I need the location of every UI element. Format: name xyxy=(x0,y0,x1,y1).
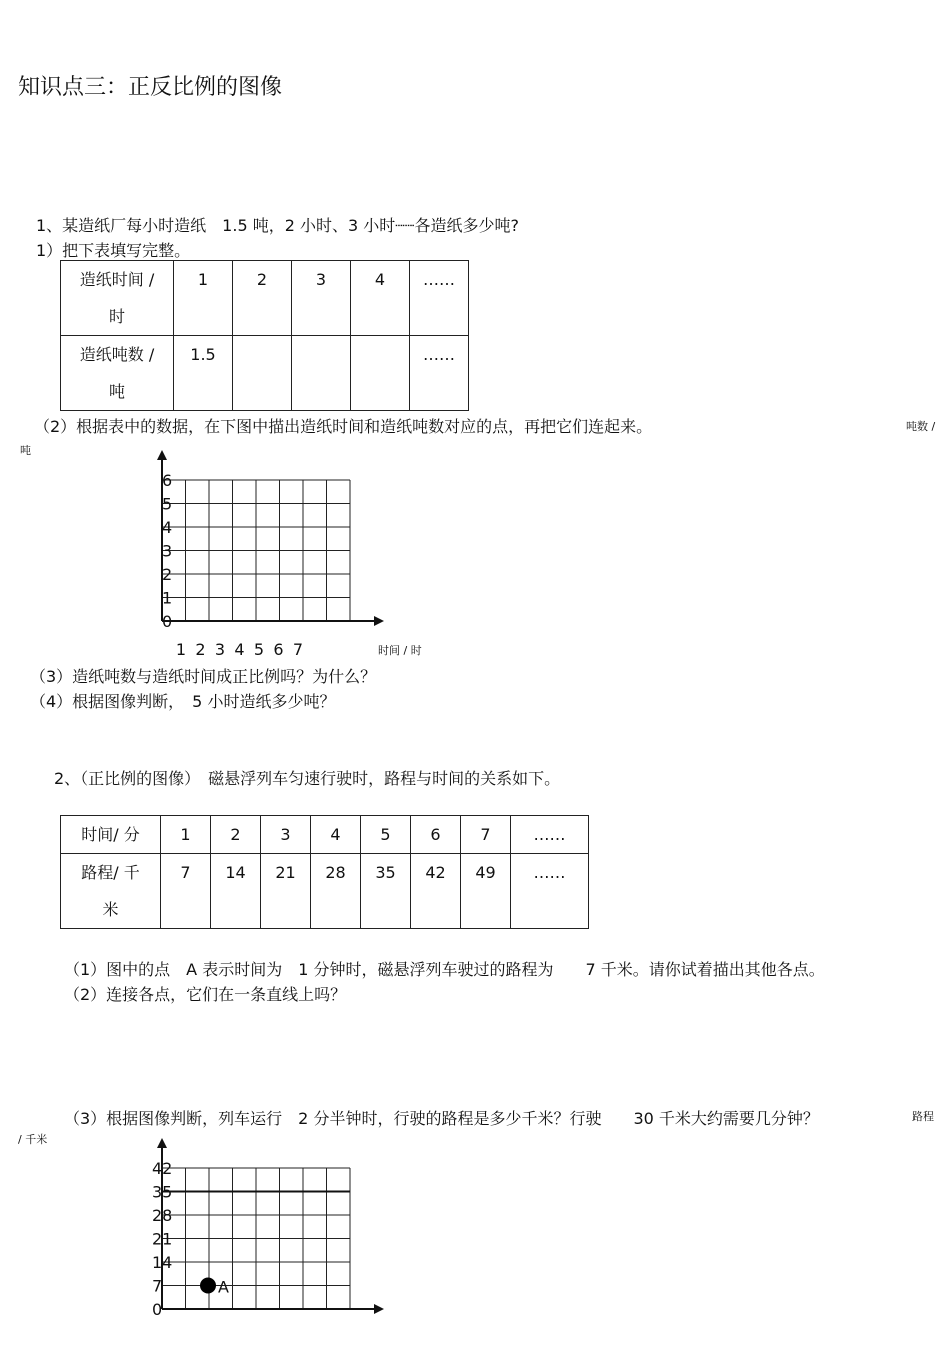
y-tick-label: 0 xyxy=(152,1300,163,1319)
y-tick-label: 21 xyxy=(152,1229,173,1249)
x-tick-label: 4 xyxy=(234,640,245,659)
q2-y-axis-label: 路程 xyxy=(912,1110,934,1123)
q2-part1: （1）图中的点 A 表示时间为 1 分钟时，磁悬浮列车驶过的路程为 7 千米。请你试着描出其他各点。 xyxy=(64,960,825,979)
table-cell: …… xyxy=(511,816,589,854)
y-tick-label: 6 xyxy=(162,471,173,490)
y-tick-label: 1 xyxy=(162,588,173,608)
q2-y-axis-label-unit: / 千米 xyxy=(18,1133,48,1146)
table-cell: 1 xyxy=(161,816,211,854)
q1-part2: （2）根据表中的数据，在下图中描出造纸时间和造纸吨数对应的点，再把它们连起来。 xyxy=(34,417,653,436)
y-tick-label: 2 xyxy=(162,565,173,584)
y-tick-label: 28 xyxy=(152,1206,173,1225)
q1-y-axis-label: 吨数 / xyxy=(906,420,936,433)
x-tick-label: 5 xyxy=(253,640,265,659)
table-cell: 2 xyxy=(211,816,261,854)
table-cell: 35 xyxy=(361,854,411,929)
x-tick-label: 1 xyxy=(175,640,187,659)
data-point-label: A xyxy=(218,1277,229,1297)
table-cell: 28 xyxy=(311,854,361,929)
table-cell: 1.5 xyxy=(174,336,233,411)
table-cell: 21 xyxy=(261,854,311,929)
table-cell: 7 xyxy=(461,816,511,854)
table-cell: 14 xyxy=(211,854,261,929)
page-title: 知识点三：正反比例的图像 xyxy=(18,75,283,100)
table-header-cell: 造纸吨数 / 吨 xyxy=(61,336,174,411)
q2-question: 2、（正比例的图像） 磁悬浮列车匀速行驶时，路程与时间的关系如下。 xyxy=(54,769,561,788)
y-axis-arrow-icon xyxy=(157,1138,167,1148)
y-tick-label: 5 xyxy=(162,494,173,514)
table-header-cell: 时间/ 分 xyxy=(61,816,161,854)
table-cell: 3 xyxy=(261,816,311,854)
table-cell: 1 xyxy=(174,261,233,336)
y-tick-label: 4 xyxy=(162,518,173,537)
table-cell: 3 xyxy=(292,261,351,336)
x-tick-label: 6 xyxy=(273,640,284,659)
y-tick-label: 0 xyxy=(162,612,173,631)
table-cell: 42 xyxy=(411,854,461,929)
x-tick-label: 2 xyxy=(195,640,206,659)
data-point xyxy=(200,1278,216,1294)
x-axis-arrow-icon xyxy=(374,1304,384,1314)
table-cell: 5 xyxy=(361,816,411,854)
y-tick-label: 7 xyxy=(152,1276,163,1296)
q1-part4: （4）根据图像判断， 5 小时造纸多少吨？ xyxy=(30,692,336,711)
x-tick-label: 3 xyxy=(214,640,226,659)
table-cell: 4 xyxy=(351,261,410,336)
table-cell: 4 xyxy=(311,816,361,854)
y-tick-label: 35 xyxy=(152,1182,173,1202)
y-tick-label: 42 xyxy=(152,1159,173,1178)
table-cell: 2 xyxy=(233,261,292,336)
table-cell: 7 xyxy=(161,854,211,929)
x-tick-label: 7 xyxy=(292,640,304,659)
q1-part1: 1）把下表填写完整。 xyxy=(36,241,191,260)
table-cell: …… xyxy=(410,336,469,411)
table-cell: …… xyxy=(511,854,589,929)
table-cell: 6 xyxy=(411,816,461,854)
q2-part3: （3）根据图像判断，列车运行 2 分半钟时，行驶的路程是多少千米？行驶 30 千米大约需要几分钟？ xyxy=(64,1109,819,1128)
y-tick-label: 14 xyxy=(152,1253,173,1272)
q1-y-axis-label-unit: 吨 xyxy=(20,444,31,457)
table-cell: 49 xyxy=(461,854,511,929)
q1-question: 1、某造纸厂每小时造纸 1.5 吨，2 小时、3 小时┈┈各造纸多少吨? xyxy=(36,216,520,235)
q1-x-axis-label: 时间 / 时 xyxy=(378,644,422,657)
q1-part3: （3）造纸吨数与造纸时间成正比例吗？为什么？ xyxy=(30,667,377,686)
q2-part2: （2）连接各点，它们在一条直线上吗？ xyxy=(64,985,347,1004)
table-cell: …… xyxy=(410,261,469,336)
y-tick-label: 3 xyxy=(162,541,173,561)
table-header-cell: 路程/ 千 米 xyxy=(61,854,161,929)
table-header-cell: 造纸时间 / 时 xyxy=(61,261,174,336)
